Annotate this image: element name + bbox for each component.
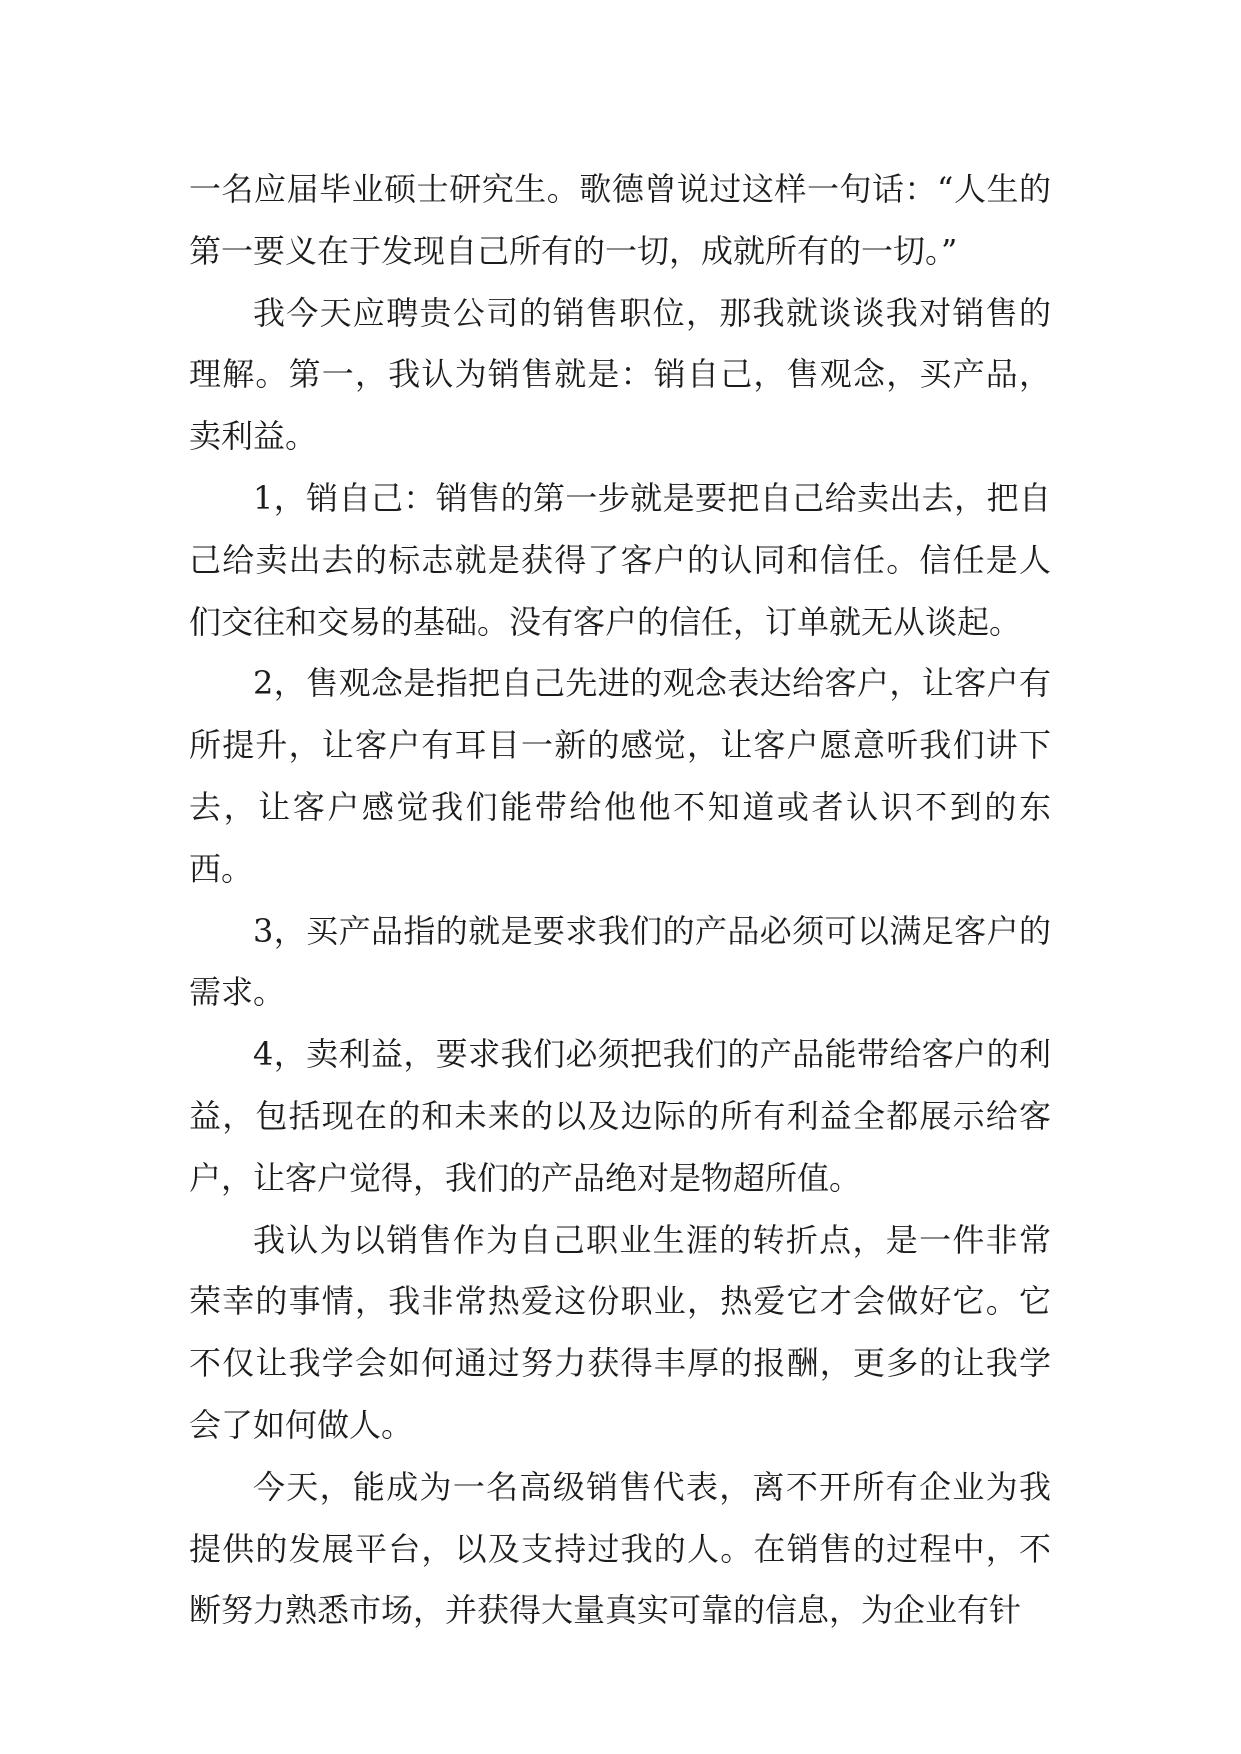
paragraph-3: 1，销自己：销售的第一步就是要把自己给卖出去，把自己给卖出去的标志就是获得了客户的认同和信任。信任是人们交往和交易的基础。没有客户的信任，订单就无从谈起。 [189, 478, 1051, 641]
paragraph-1: 一名应届毕业硕士研究生。歌德曾说过这样一句话：“人生的第一要义在于发现自己所有的一切，成就所有的一切。” [189, 170, 1051, 270]
document-body [189, 159, 1051, 1642]
paragraph-7: 我认为以销售作为自己职业生涯的转折点，是一件非常荣幸的事情，我非常热爱这份职业，热爱它才会做好它。它不仅让我学会如何通过努力获得丰厚的报酬，更多的让我学会了如何做人。 [189, 1220, 1051, 1444]
paragraph-6: 4，卖利益，要求我们必须把我们的产品能带给客户的利益，包括现在的和未来的以及边际的所有利益全都展示给客户，让客户觉得，我们的产品绝对是物超所值。 [189, 1035, 1051, 1197]
paragraph-8: 今天，能成为一名高级销售代表，离不开所有企业为我提供的发展平台，以及支持过我的人。在销售的过程中，不断努力熟悉市场，并获得大量真实可靠的信息，为企业有针 [189, 1467, 1051, 1630]
paragraph-4: 2，售观念是指把自己先进的观念表达给客户，让客户有所提升，让客户有耳目一新的感觉，让客户愿意听我们讲下去，让客户感觉我们能带给他他不知道或者认识不到的东西。 [189, 664, 1051, 888]
paragraph-2: 我今天应聘贵公司的销售职位，那我就谈谈我对销售的理解。第一，我认为销售就是：销自己，售观念，买产品，卖利益。 [189, 293, 1051, 456]
paragraph-5: 3，买产品指的就是要求我们的产品必须可以满足客户的需求。 [189, 911, 1051, 1012]
